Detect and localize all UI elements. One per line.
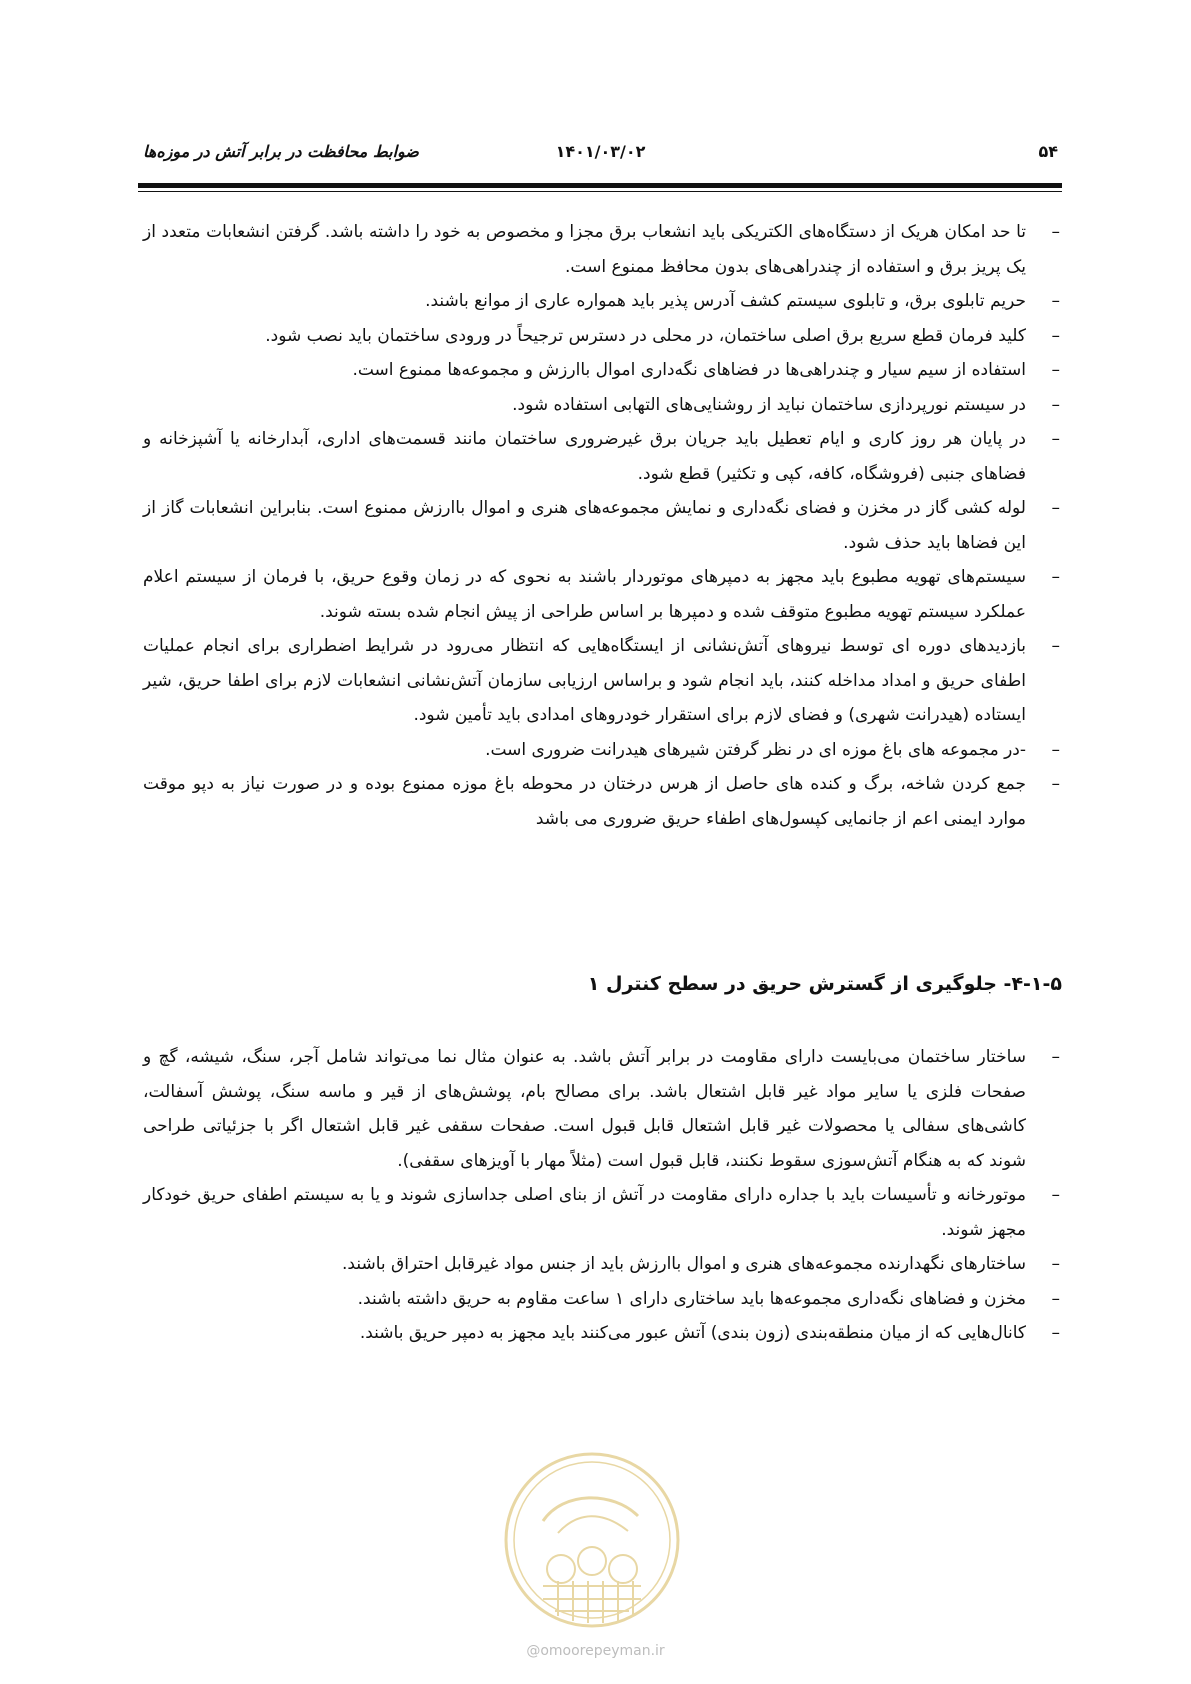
list-item — [143, 560, 1062, 629]
dash-bullet: – — [1051, 1288, 1060, 1309]
dash-bullet: – — [1051, 325, 1060, 346]
dash-bullet: – — [1051, 636, 1060, 656]
dash-bullet: – — [1051, 1185, 1060, 1205]
list-item-text: بازدیدهای دوره ای توسط نیروهای آتش‌نشانی از ایستگاه‌هایی که انتظار می‌رود در شرایط اضطراری برای انجام عملیات اطفای حریق و امداد مداخله کنند، باید انجام شود و براساس ارزیابی سازمان آتش‌نشانی انشعابات لازم برای اطفا حریق، شیر ایستاده (هیدرانت شهری) و فضای لازم برای استقرار خودروهای امدادی باید تأمین شود. — [143, 636, 1026, 725]
dash-bullet: – — [1051, 360, 1060, 380]
list-item — [143, 422, 1062, 491]
dash-bullet: – — [1051, 291, 1060, 311]
list-item-text: جمع کردن شاخه، برگ و کنده های حاصل از هرس درختان در محوطه باغ موزه ممنوع بوده و در صورت نیاز به دپو موقت موارد ایمنی اعم از جانمایی کپسول‌های اطفاء حریق ضروری می باشد — [143, 774, 1026, 829]
page-number: ۵۴ — [1038, 142, 1058, 161]
list-item — [143, 733, 1062, 768]
dash-bullet: – — [1051, 1323, 1060, 1343]
list-item — [143, 767, 1062, 836]
dash-bullet: – — [1051, 1047, 1060, 1067]
list-item-text: ساختار ساختمان می‌بایست دارای مقاومت در برابر آتش باشد. به عنوان مثال نما می‌تواند شامل آجر، سنگ، شیشه، گچ و صفحات فلزی یا سایر مواد غیر قابل اشتعال باشد. برای مصالح بام، پوشش‌های از قیر و ماسه سنگ، پوشش آسفالت، کاشی‌های سفالی یا محصولات غیر قابل اشتعال قابل قبول است. صفحات سقفی غیر قابل اشتعال اگر با جزئیاتی طراحی شوند که به هنگام آتش‌سوزی سقوط نکنند، قابل قبول است (مثلاً مهار با آویزهای سقفی). — [143, 1047, 1026, 1171]
header-rule-thin — [138, 191, 1062, 192]
section-2-list — [143, 1040, 1062, 1351]
dash-bullet: – — [1051, 739, 1060, 760]
list-item-text: استفاده از سیم سیار و چندراهی‌ها در فضاهای نگه‌داری اموال باارزش و مجموعه‌ها ممنوع است. — [352, 360, 1026, 380]
watermark-url: @omoorepeyman.ir — [526, 1643, 665, 1659]
dash-bullet: – — [1051, 774, 1060, 794]
list-item-text: تا حد امکان هریک از دستگاه‌های الکتریکی باید انشعاب برق مجزا و مخصوص به خود را داشته باشد. گرفتن انشعابات متعدد از یک پریز برق و استفاده از چندراهی‌های بدون محافظ ممنوع است. — [143, 222, 1026, 277]
list-item-text: سیستم‌های تهویه مطبوع باید مجهز به دمپرهای موتوردار باشند به نحوی که در زمان وقوع حریق، با فرمان از سیستم اعلام عملکرد سیستم تهویه مطبوع متوقف شده و دمپرها بر اساس طراحی از پیش انجام شده بسته شوند. — [143, 567, 1026, 622]
header-title: ضوابط محافظت در برابر آتش در موزه‌ها — [143, 142, 419, 161]
watermark-seal-icon — [503, 1451, 681, 1629]
list-item-text: کانال‌هایی که از میان منطقه‌بندی (زون بندی) آتش عبور می‌کنند باید مجهز به دمپر حریق باشند. — [359, 1323, 1026, 1343]
list-item-text: لوله کشی گاز در مخزن و فضای نگه‌داری و نمایش مجموعه‌های هنری و اموال باارزش ممنوع است. بنابراین انشعابات گاز از این فضاها باید حذف شود. — [143, 498, 1026, 553]
list-item — [143, 629, 1062, 733]
list-item-text: -در مجموعه های باغ موزه ای در نظر گرفتن شیرهای هیدرانت ضروری است. — [485, 739, 1026, 760]
list-item — [143, 319, 1062, 354]
dash-bullet: – — [1051, 498, 1060, 518]
list-item-text: موتورخانه و تأسیسات باید با جداره دارای مقاومت در آتش از بنای اصلی جداسازی شوند و یا به سیستم اطفای حریق خودکار مجهز شوند. — [143, 1185, 1026, 1240]
dash-bullet: – — [1051, 222, 1060, 242]
list-item — [143, 1247, 1062, 1282]
list-item-text: کلید فرمان قطع سریع برق اصلی ساختمان، در محلی در دسترس ترجیحاً در ورودی ساختمان باید نصب شود. — [265, 325, 1026, 346]
list-item — [143, 215, 1062, 284]
section-2-list-container — [143, 1040, 1062, 1351]
list-item-text: در سیستم نورپردازی ساختمان نباید از روشنایی‌های التهابی استفاده شود. — [512, 394, 1026, 415]
header-rule-thick — [138, 183, 1062, 188]
list-item-text: ساختارهای نگهدارنده مجموعه‌های هنری و اموال باارزش باید از جنس مواد غیرقابل احتراق باشند. — [342, 1254, 1026, 1274]
list-item — [143, 388, 1062, 423]
page-header — [143, 142, 1058, 172]
list-item-text: حریم تابلوی برق، و تابلوی سیستم کشف آدرس پذیر باید همواره عاری از موانع باشند. — [425, 291, 1026, 311]
list-item — [143, 1040, 1062, 1178]
dash-bullet: – — [1051, 429, 1060, 449]
list-item — [143, 491, 1062, 560]
dash-bullet: – — [1051, 1254, 1060, 1274]
list-item — [143, 353, 1062, 388]
list-item-text: مخزن و فضاهای نگه‌داری مجموعه‌ها باید ساختاری دارای ۱ ساعت مقاوم به حریق داشته باشند. — [357, 1288, 1026, 1309]
list-item — [143, 1316, 1062, 1351]
section-1-list — [143, 215, 1062, 836]
section-2-heading: ۴-۱-۵- جلوگیری از گسترش حریق در سطح کنترل ۱ — [587, 973, 1062, 995]
list-item — [143, 284, 1062, 319]
header-date: ۱۴۰۱/۰۳/۰۲ — [555, 142, 646, 161]
list-item — [143, 1178, 1062, 1247]
dash-bullet: – — [1051, 567, 1060, 587]
list-item-text: در پایان هر روز کاری و ایام تعطیل باید جریان برق غیرضروری ساختمان مانند قسمت‌های اداری، آبدارخانه یا آشپزخانه و فضاهای جنبی (فروشگاه، کافه، کپی و تکثیر) قطع شود. — [143, 429, 1026, 484]
list-item — [143, 1282, 1062, 1317]
dash-bullet: – — [1051, 394, 1060, 415]
section-1-list-container — [143, 215, 1062, 836]
